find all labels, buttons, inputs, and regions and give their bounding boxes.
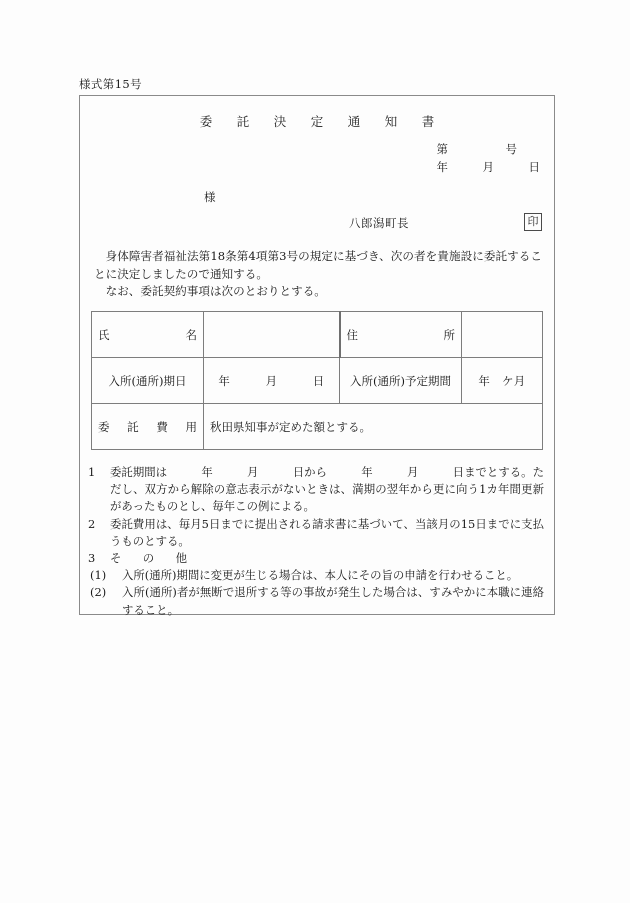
note-text: 委託期間は 年 月 日から 年 月 日までとする。ただし、双方から解除の意志表示がないときは、満期の翌年から更に向う1カ年間更新があったものとし、毎年この例による。: [110, 465, 544, 514]
note-marker: 3: [88, 551, 101, 566]
document-number-line: 第 号: [436, 142, 517, 156]
form-sheet: [79, 95, 555, 615]
table-row: [92, 312, 543, 358]
seal-stamp-box: 印: [524, 213, 542, 231]
value-entry-date[interactable]: 年 月 日: [204, 358, 340, 404]
note-item: [88, 464, 544, 516]
label-address: 住 所: [340, 312, 462, 358]
form-number: 様式第15号: [79, 77, 143, 91]
table-row: [92, 404, 543, 450]
notes-section: [88, 464, 544, 619]
table-row: [92, 358, 543, 404]
note-marker: 2: [88, 516, 96, 531]
document-date-line: 年 月 日: [436, 160, 540, 174]
body-paragraph-2: なお、委託契約事項は次のとおりとする。: [105, 284, 326, 298]
document-title: 委 託 決 定 通 知 書: [199, 114, 441, 129]
document-meta: [437, 140, 541, 176]
body-paragraph-1: 身体障害者福祉法第18条第4項第3号の規定に基づき、次の者を貴施設に委託することに決定しましたので通知する。: [94, 249, 542, 281]
value-name[interactable]: [204, 312, 340, 358]
label-entry-date: 入所(通所)期日: [92, 358, 204, 404]
label-name: 氏 名: [92, 312, 204, 358]
value-planned-period[interactable]: 年 ケ月: [462, 358, 543, 404]
commission-details-table: [91, 311, 543, 450]
note-heading-text: そ の 他: [110, 551, 192, 566]
note-item: [88, 516, 544, 550]
value-address[interactable]: [462, 312, 543, 358]
value-commission-cost[interactable]: 秋田県知事が定めた額とする。: [204, 404, 543, 450]
note-text: 委託費用は、毎月5日までに提出される請求書に基づいて、当該月の15日までに支払うものとする。: [110, 516, 544, 548]
sub-note-item: [88, 567, 544, 584]
note-marker: 1: [88, 465, 96, 479]
label-planned-period: 入所(通所)予定期間: [340, 358, 462, 404]
label-commission-cost: 委 託 費 用: [92, 404, 204, 450]
body-text: [94, 248, 542, 301]
sub-note-text: 入所(通所)者が無断で退所する等の事故が発生した場合は、すみやかに本職に連絡すること。: [122, 585, 544, 617]
note-heading: [88, 550, 544, 567]
sub-note-marker: (1): [90, 568, 107, 583]
issuer-name: 八郎潟町長: [349, 216, 409, 230]
issuer-row: [80, 215, 554, 237]
sub-note-text: 入所(通所)期間に変更が生じる場合は、本人にその旨の申請を行わせること。: [122, 568, 519, 583]
addressee-honorific: 様: [204, 190, 216, 204]
sub-note-marker: (2): [90, 585, 107, 600]
sub-note-item: [88, 584, 544, 618]
